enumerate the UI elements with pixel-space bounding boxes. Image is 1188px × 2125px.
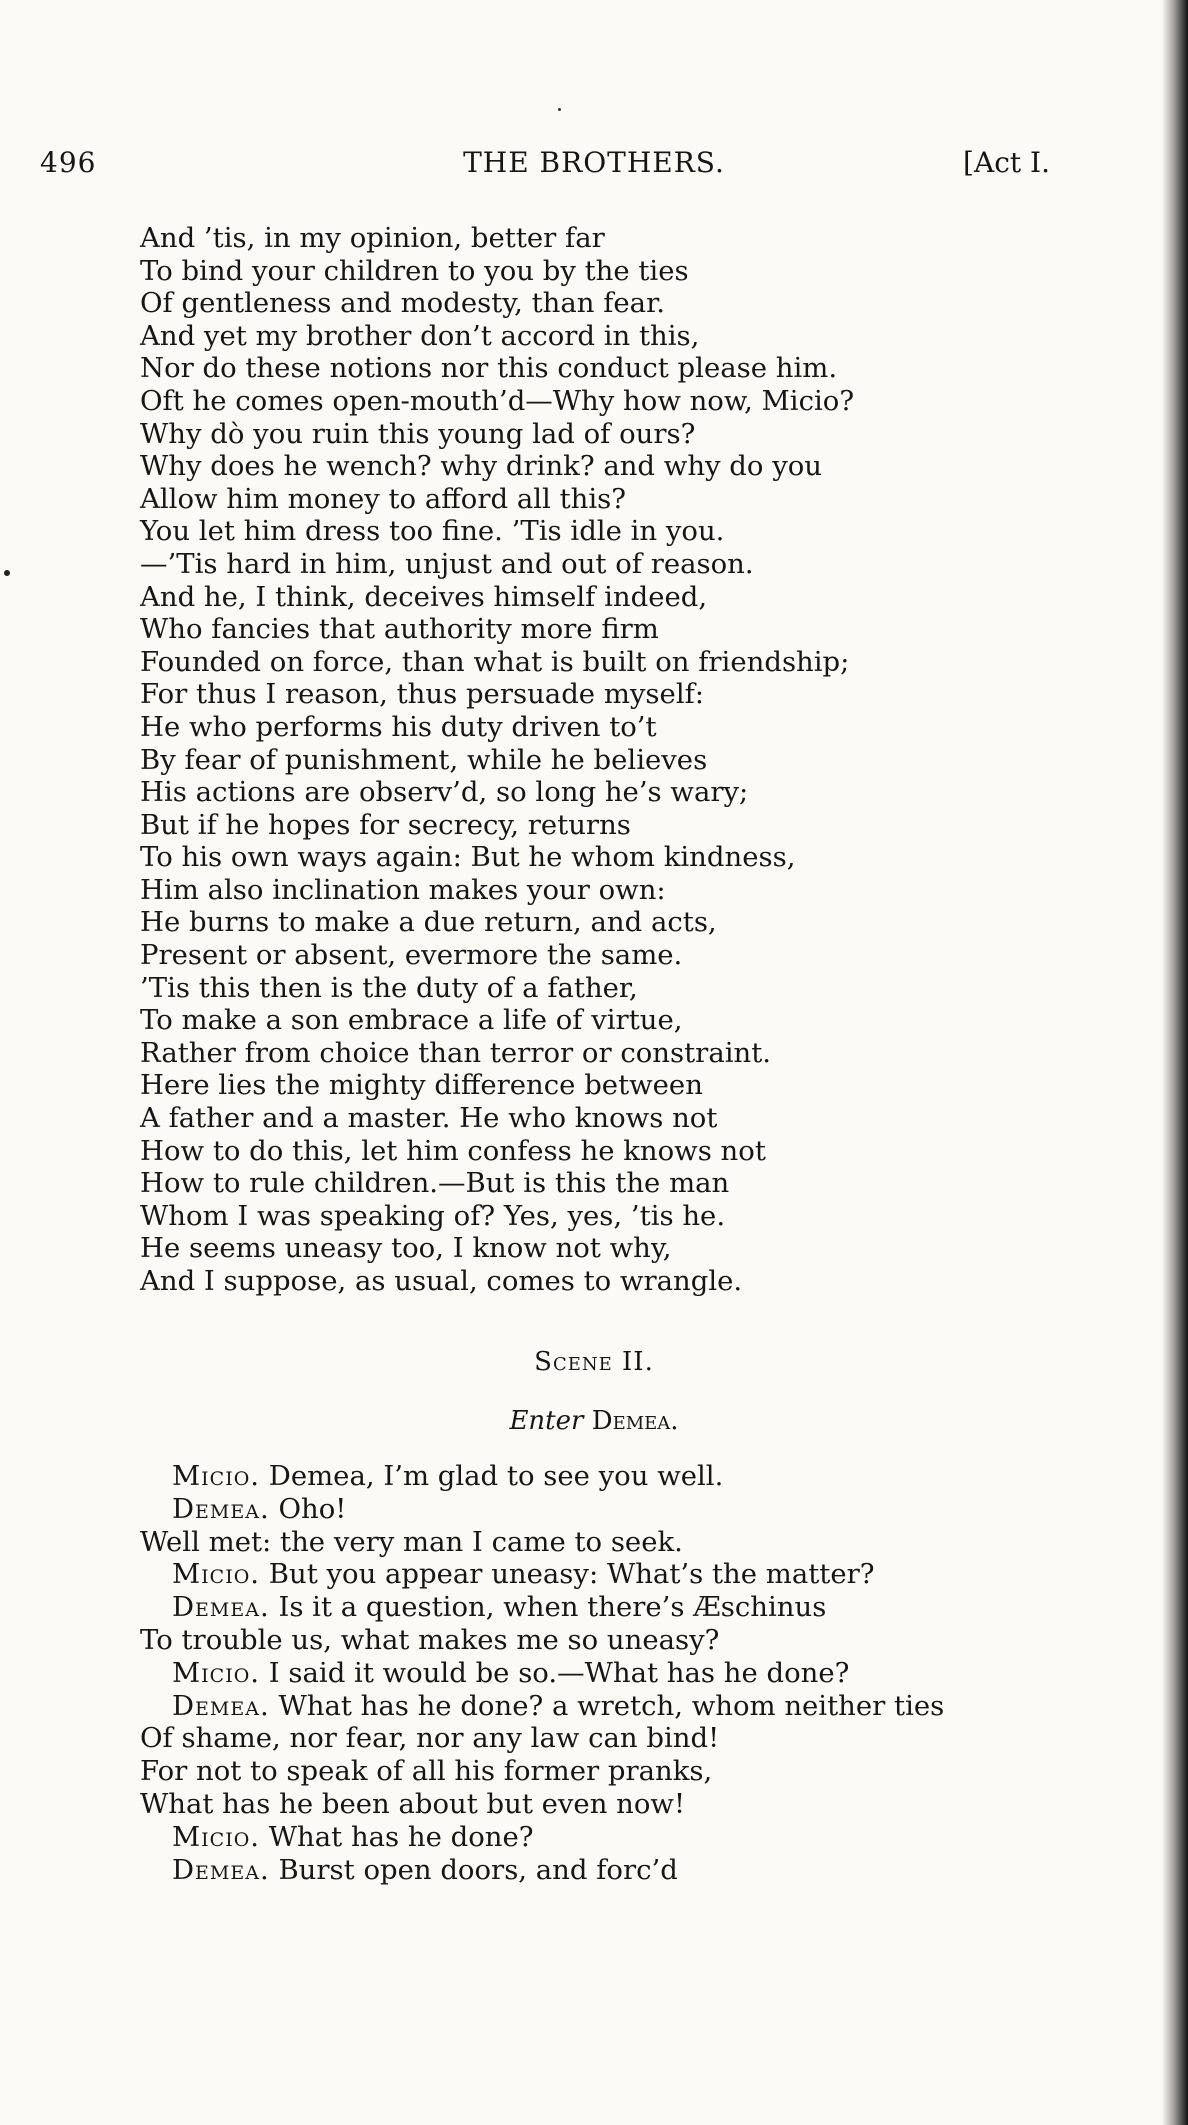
book-title: THE BROTHERS.	[463, 146, 725, 179]
verse-line: ’Tis this then is the duty of a father,	[140, 971, 638, 1004]
speech-text: For not to speak of all his former pranks,	[140, 1755, 713, 1788]
verse-line: He burns to make a due return, and acts,	[140, 906, 717, 939]
scene-title: Scene II.	[534, 1347, 654, 1377]
dialogue-line	[140, 1788, 944, 1821]
verse-line: Why does he wench? why drink? and why do you	[140, 450, 823, 483]
verse-line: Present or absent, evermore the same.	[140, 939, 683, 972]
speech-text: I said it would be so.—What has he done?	[268, 1656, 850, 1689]
speech-text: But you appear uneasy: What’s the matter?	[268, 1558, 875, 1591]
speaker-name: Micio.	[172, 1820, 261, 1853]
speech-text: Is it a question, when there’s Æschinus	[278, 1591, 827, 1624]
speaker-name: Micio.	[172, 1656, 261, 1689]
speaker-name: Micio.	[172, 1460, 261, 1492]
dialogue-line	[140, 1722, 944, 1755]
dialogue-line	[140, 1493, 944, 1526]
verse-line: Whom I was speaking of? Yes, yes, ’tis he.	[140, 1199, 726, 1232]
verse-line: And ’tis, in my opinion, better far	[140, 222, 605, 254]
speaker-name: Demea.	[172, 1591, 270, 1624]
verse-line: Why dò you ruin this young lad of ours?	[140, 417, 696, 450]
dialogue-line	[140, 1755, 944, 1788]
verse-line: He seems uneasy too, I know not why,	[140, 1232, 672, 1265]
stage-direction	[0, 1406, 1188, 1436]
verse-line: A father and a master. He who knows not	[140, 1102, 718, 1135]
verse-line: —’Tis hard in him, unjust and out of reason.	[140, 547, 754, 580]
verse-line: Nor do these notions nor this conduct please him.	[140, 352, 838, 385]
speech-text: What has he done? a wretch, whom neither ties	[278, 1689, 945, 1722]
verse-line: Founded on force, than what is built on friendship;	[140, 645, 850, 678]
dialogue-line	[140, 1657, 944, 1690]
dialogue-line	[140, 1854, 944, 1887]
verse-line: Him also inclination makes your own:	[140, 873, 666, 906]
verse-line: Rather from choice than terror or constraint.	[140, 1036, 772, 1069]
verse-line: How to rule children.—But is this the man	[140, 1167, 730, 1200]
act-label: [Act I.	[963, 146, 1050, 179]
dialogue-line	[140, 1624, 944, 1657]
verse-line: Of gentleness and modesty, than fear.	[140, 287, 665, 320]
speaker-name: Micio.	[172, 1558, 261, 1591]
running-head	[0, 146, 1188, 186]
dialogue-line	[140, 1558, 944, 1591]
verse-line: But if he hopes for secrecy, returns	[140, 808, 631, 841]
speech-text: To trouble us, what makes me so uneasy?	[140, 1623, 720, 1656]
speech-text: Oho!	[278, 1492, 347, 1525]
verse-line: Who fancies that authority more firm	[140, 613, 659, 646]
dialogue-line	[140, 1526, 944, 1559]
verse-line: Allow him money to afford all this?	[140, 482, 626, 515]
dialogue-line	[140, 1821, 944, 1854]
verse-line: He who performs his duty driven to’t	[140, 710, 657, 743]
speech-text: What has he done?	[268, 1820, 534, 1853]
speech-text: Of shame, nor fear, nor any law can bind!	[140, 1722, 720, 1755]
dialogue-passage	[140, 1460, 944, 1886]
page-edge-shadow	[1162, 0, 1188, 2125]
dialogue-line	[140, 1591, 944, 1624]
verse-line: Oft he comes open-mouth’d—Why how now, Micio?	[140, 384, 855, 417]
speech-text: Demea, I’m glad to see you well.	[268, 1460, 724, 1492]
dialogue-line	[140, 1690, 944, 1723]
margin-mark	[4, 570, 10, 576]
dialogue-line	[140, 1460, 944, 1493]
verse-line: His actions are observ’d, so long he’s wary;	[140, 776, 749, 809]
speech-text: Well met: the very man I came to seek.	[140, 1525, 683, 1558]
verse-passage	[140, 222, 854, 1298]
speech-text: What has he been about but even now!	[140, 1787, 686, 1820]
verse-line: By fear of punishment, while he believes	[140, 743, 708, 776]
verse-line: To make a son embrace a life of virtue,	[140, 1004, 683, 1037]
verse-line: For thus I reason, thus persuade myself:	[140, 678, 705, 711]
verse-line: And he, I think, deceives himself indeed,	[140, 580, 708, 613]
verse-line: To bind your children to you by the ties	[140, 254, 689, 287]
speaker-name: Demea.	[172, 1853, 270, 1886]
verse-line: And yet my brother don’t accord in this,	[140, 319, 700, 352]
speech-text: Burst open doors, and forc’d	[278, 1853, 678, 1886]
verse-line: And I suppose, as usual, comes to wrangle.	[140, 1265, 743, 1297]
speaker-name: Demea.	[172, 1689, 270, 1722]
page-number: 496	[40, 146, 97, 179]
speaker-name: Demea.	[172, 1492, 270, 1525]
verse-line: To his own ways again: But he whom kindness,	[140, 841, 796, 874]
print-speck	[558, 108, 561, 111]
stage-direction-verb: Enter	[509, 1406, 584, 1436]
stage-direction-character: Demea.	[591, 1406, 679, 1436]
verse-line: How to do this, let him confess he knows not	[140, 1134, 766, 1167]
verse-line: Here lies the mighty difference between	[140, 1069, 703, 1102]
verse-line: You let him dress too fine. ’Tis idle in you.	[140, 515, 725, 548]
